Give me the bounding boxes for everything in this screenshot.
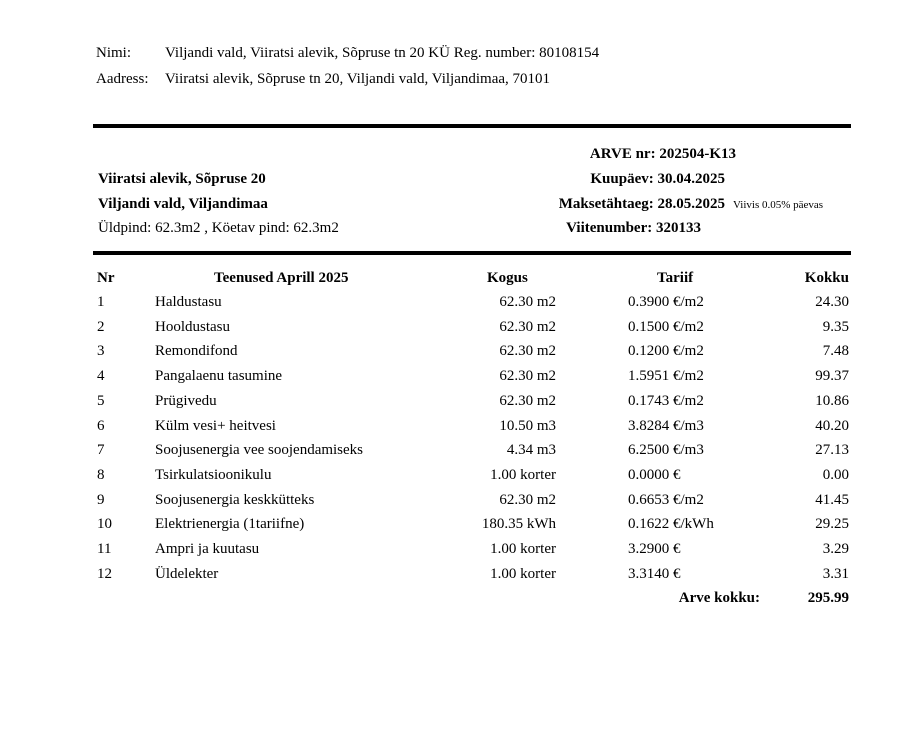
col-header-qty: Kogus bbox=[487, 270, 528, 286]
row-tariff: 1.5951 €/m2 bbox=[628, 368, 704, 384]
row-total: 99.37 bbox=[815, 368, 849, 384]
row-nr: 12 bbox=[97, 566, 112, 582]
row-qty: 62.30 m2 bbox=[499, 319, 556, 335]
col-header-tariff: Tariif bbox=[657, 270, 694, 286]
address-label: Aadress: bbox=[96, 71, 149, 87]
row-nr: 2 bbox=[97, 319, 105, 335]
row-service: Külm vesi+ heitvesi bbox=[155, 418, 276, 434]
row-total: 41.45 bbox=[815, 492, 849, 508]
top-divider bbox=[93, 124, 851, 128]
row-service: Elektrienergia (1tariifne) bbox=[155, 516, 305, 532]
row-qty: 1.00 korter bbox=[490, 541, 556, 557]
row-nr: 6 bbox=[97, 418, 105, 434]
row-total: 29.25 bbox=[815, 516, 849, 532]
row-qty: 62.30 m2 bbox=[499, 492, 556, 508]
row-total: 3.31 bbox=[822, 566, 849, 582]
row-total: 10.86 bbox=[815, 393, 849, 409]
invoice-date: Kuupäev: 30.04.2025 bbox=[590, 171, 725, 187]
row-tariff: 0.1743 €/m2 bbox=[628, 393, 704, 409]
row-qty: 180.35 kWh bbox=[481, 516, 556, 532]
late-fee-note: Viivis 0.05% päevas bbox=[733, 199, 824, 211]
row-tariff: 3.8284 €/m3 bbox=[628, 418, 704, 434]
row-service: Prügivedu bbox=[155, 393, 217, 409]
invoice-number: ARVE nr: 202504-K13 bbox=[589, 146, 736, 162]
row-service: Pangalaenu tasumine bbox=[155, 368, 283, 384]
col-header-service: Teenused Aprill 2025 bbox=[214, 270, 349, 286]
row-service: Haldustasu bbox=[155, 294, 222, 310]
row-tariff: 0.1500 €/m2 bbox=[628, 319, 704, 335]
row-nr: 10 bbox=[97, 516, 112, 532]
row-nr: 3 bbox=[97, 343, 105, 359]
address-value: Viiratsi alevik, Sõpruse tn 20, Viljandi vald, Viljandimaa, 70101 bbox=[165, 71, 551, 87]
row-qty: 62.30 m2 bbox=[499, 294, 556, 310]
recipient-line1: Viiratsi alevik, Sõpruse 20 bbox=[98, 171, 266, 187]
row-nr: 5 bbox=[97, 393, 105, 409]
row-nr: 9 bbox=[97, 492, 105, 508]
name-label: Nimi: bbox=[96, 45, 132, 61]
row-nr: 1 bbox=[97, 294, 105, 310]
reference-number: Viitenumber: 320133 bbox=[566, 220, 701, 236]
row-service: Tsirkulatsioonikulu bbox=[155, 467, 272, 483]
row-total: 9.35 bbox=[822, 319, 849, 335]
row-qty: 62.30 m2 bbox=[499, 368, 556, 384]
mid-divider bbox=[93, 251, 851, 255]
row-service: Remondifond bbox=[155, 343, 238, 359]
row-service: Soojusenergia vee soojendamiseks bbox=[155, 442, 364, 458]
row-tariff: 6.2500 €/m3 bbox=[628, 442, 704, 458]
total-value: 295.99 bbox=[807, 590, 849, 606]
row-service: Hooldustasu bbox=[155, 319, 230, 335]
recipient-line2: Viljandi vald, Viljandimaa bbox=[98, 196, 268, 212]
row-qty: 62.30 m2 bbox=[499, 343, 556, 359]
row-nr: 7 bbox=[97, 442, 105, 458]
row-service: Ampri ja kuutasu bbox=[155, 541, 260, 557]
row-tariff: 3.2900 € bbox=[628, 541, 681, 557]
row-total: 0.00 bbox=[822, 467, 849, 483]
total-label: Arve kokku: bbox=[678, 590, 760, 606]
row-total: 3.29 bbox=[822, 541, 849, 557]
row-total: 7.48 bbox=[822, 343, 849, 359]
row-qty: 62.30 m2 bbox=[499, 393, 556, 409]
row-nr: 11 bbox=[97, 541, 112, 557]
col-header-nr: Nr bbox=[97, 270, 115, 286]
row-tariff: 0.6653 €/m2 bbox=[628, 492, 704, 508]
row-qty: 1.00 korter bbox=[490, 566, 556, 582]
row-nr: 8 bbox=[97, 467, 105, 483]
row-qty: 1.00 korter bbox=[490, 467, 556, 483]
row-service: Soojusenergia keskkütteks bbox=[155, 492, 315, 508]
row-qty: 10.50 m3 bbox=[499, 418, 556, 434]
recipient-area: Üldpind: 62.3m2 , Köetav pind: 62.3m2 bbox=[98, 220, 339, 236]
row-total: 24.30 bbox=[815, 294, 849, 310]
row-total: 27.13 bbox=[815, 442, 849, 458]
row-total: 40.20 bbox=[815, 418, 849, 434]
row-tariff: 3.3140 € bbox=[628, 566, 681, 582]
row-tariff: 0.1200 €/m2 bbox=[628, 343, 704, 359]
row-tariff: 0.1622 €/kWh bbox=[628, 516, 714, 532]
name-value: Viljandi vald, Viiratsi alevik, Sõpruse tn 20 KÜ Reg. number: 80108154 bbox=[165, 45, 600, 61]
row-qty: 4.34 m3 bbox=[506, 442, 556, 458]
row-service: Üldelekter bbox=[155, 566, 219, 582]
row-tariff: 0.3900 €/m2 bbox=[628, 294, 704, 310]
row-nr: 4 bbox=[97, 368, 105, 384]
row-tariff: 0.0000 € bbox=[628, 467, 681, 483]
invoice-due-date: Maksetähtaeg: 28.05.2025 bbox=[558, 196, 725, 212]
col-header-total: Kokku bbox=[804, 270, 849, 286]
